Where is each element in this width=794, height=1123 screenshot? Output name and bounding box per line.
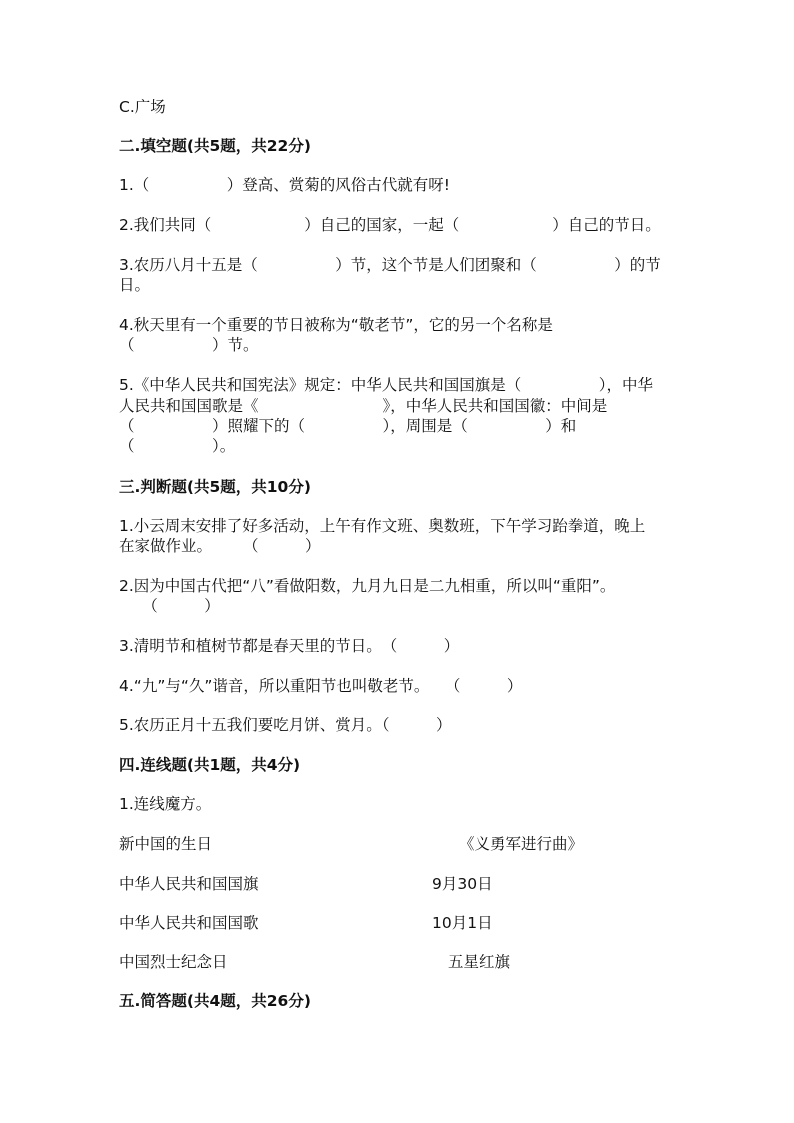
- match-left-item: 中华人民共和国国旗: [119, 875, 259, 893]
- judge-q1-line1: 1.小云周末安排了好多活动，上午有作文班、奥数班，下午学习跆拳道，晚上: [119, 517, 646, 535]
- judge-q1-line2: 在家做作业。 （ ）: [119, 537, 321, 555]
- section-3-heading: 三.判断题(共5题，共10分): [119, 478, 311, 496]
- fill-q3-line2: 日。: [119, 276, 151, 294]
- fill-q5-line1: 5.《中华人民共和国宪法》规定：中华人民共和国国旗是（ ），中华: [119, 376, 654, 394]
- match-right-item: 五星红旗: [448, 953, 511, 971]
- option-c: C.广场: [119, 98, 166, 116]
- fill-q3-line1: 3.农历八月十五是（ ）节，这个节是人们团聚和（ ）的节: [119, 256, 661, 274]
- match-q1: 1.连线魔方。: [119, 795, 212, 813]
- match-left-item: 中华人民共和国国歌: [119, 914, 259, 932]
- section-5-heading: 五.简答题(共4题，共26分): [119, 992, 311, 1010]
- section-4-heading: 四.连线题(共1题，共4分): [119, 756, 301, 774]
- fill-q5-line2: 人民共和国国歌是《 》，中华人民共和国国徽：中间是: [119, 397, 608, 415]
- fill-q1: 1.（ ）登高、赏菊的风俗古代就有呀!: [119, 176, 451, 194]
- judge-q4: 4.“九”与“久”谐音，所以重阳节也叫敬老节。 （ ）: [119, 677, 523, 695]
- match-left-item: 新中国的生日: [119, 835, 213, 853]
- match-right-item: 9月30日: [432, 875, 493, 893]
- section-2-heading: 二.填空题(共5题，共22分): [119, 137, 311, 155]
- match-left-item: 中国烈士纪念日: [119, 953, 228, 971]
- fill-q4-line2: （ ）节。: [119, 336, 259, 354]
- judge-q5: 5.农历正月十五我们要吃月饼、赏月。（ ）: [119, 716, 452, 734]
- fill-q2: 2.我们共同（ ）自己的国家，一起（ ）自己的节日。: [119, 216, 661, 234]
- fill-q5-line3: （ ）照耀下的（ ），周围是（ ）和: [119, 417, 577, 435]
- match-right-item: 10月1日: [432, 914, 493, 932]
- fill-q5-line4: （ ）。: [119, 437, 236, 455]
- match-right-item: 《义勇军进行曲》: [459, 835, 584, 853]
- judge-q3: 3.清明节和植树节都是春天里的节日。 （ ）: [119, 637, 460, 655]
- judge-q2-line2: （ ）: [119, 597, 220, 615]
- fill-q4-line1: 4.秋天里有一个重要的节日被称为“敬老节”，它的另一个名称是: [119, 316, 553, 334]
- judge-q2-line1: 2.因为中国古代把“八”看做阳数，九月九日是二九相重，所以叫“重阳”。: [119, 577, 616, 595]
